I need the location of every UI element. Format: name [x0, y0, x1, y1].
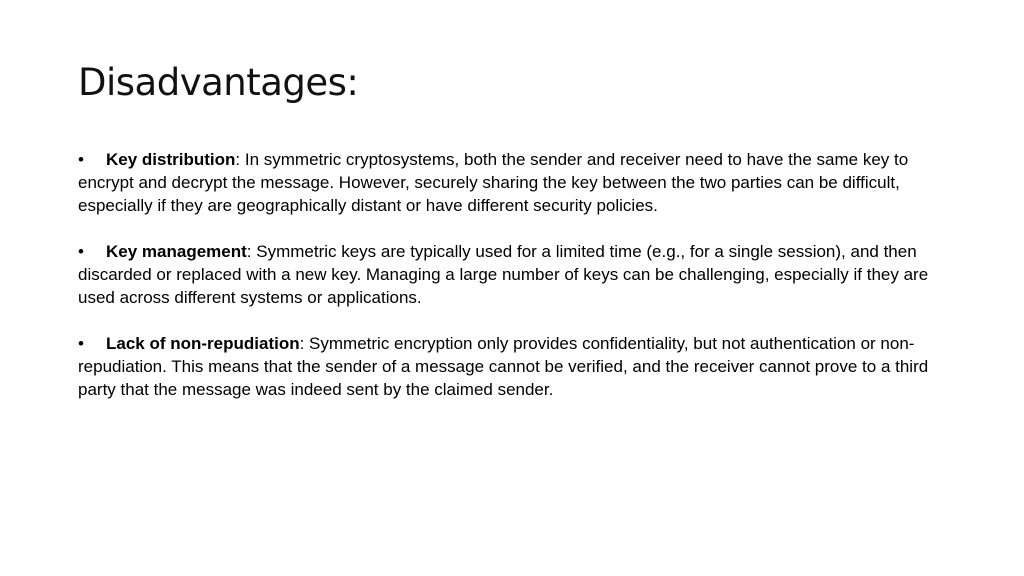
bullet-term: Key management — [106, 242, 247, 261]
bullet-marker: • — [78, 242, 84, 261]
slide-content — [78, 148, 958, 424]
bullet-non-repudiation — [78, 332, 958, 401]
slide-title: Disadvantages: — [78, 61, 359, 104]
bullet-marker: • — [78, 334, 84, 353]
bullet-key-management — [78, 240, 958, 309]
bullet-text: : Symmetric encryption only provides confidentiality, but not authentication or non-repudiation. This means that the sender of a message cannot be verified, and the receiver cannot prove to a third party that the message was indeed sent by the claimed sender. — [78, 334, 929, 399]
bullet-term: Key distribution — [106, 150, 236, 169]
bullet-text: : In symmetric cryptosystems, both the sender and receiver need to have the same key to encrypt and decrypt the message. However, securely sharing the key between the two parties can be difficult, especially if they are geographically distant or have different security policies. — [78, 150, 909, 215]
bullet-term: Lack of non-repudiation — [106, 334, 300, 353]
bullet-marker: • — [78, 150, 84, 169]
bullet-text: : Symmetric keys are typically used for a limited time (e.g., for a single session), and then discarded or replaced with a new key. Managing a large number of keys can be challenging, especially if they are used across different systems or applications. — [78, 242, 929, 307]
bullet-key-distribution — [78, 148, 958, 217]
